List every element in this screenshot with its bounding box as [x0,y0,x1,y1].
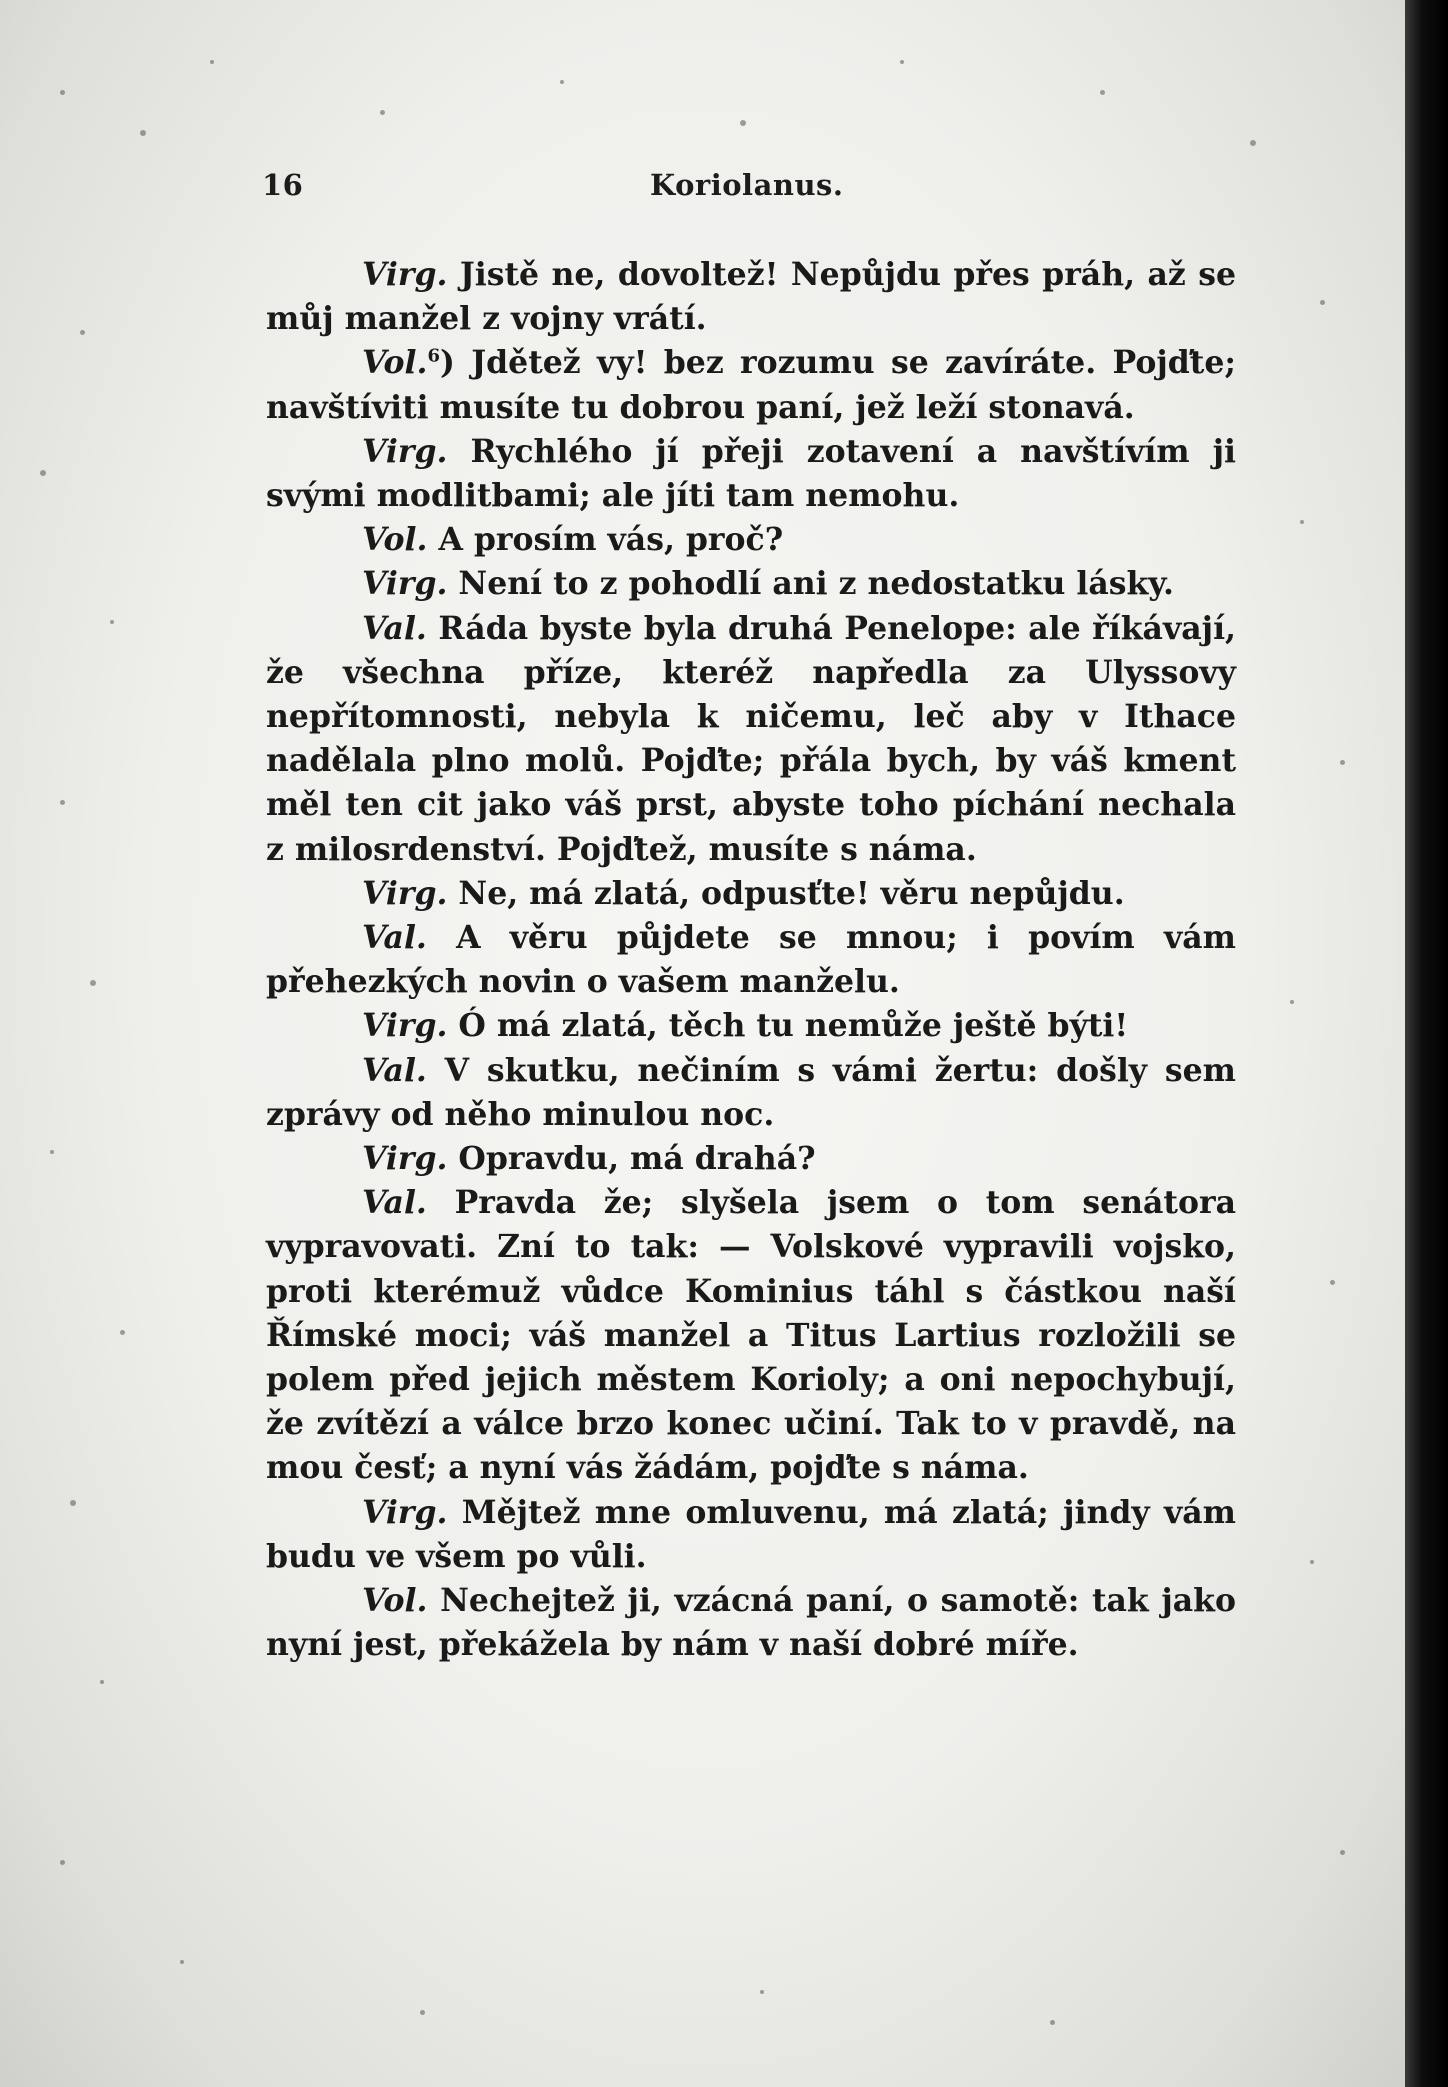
speaker-name: Virg. [362,1007,448,1045]
speaker-name: Virg. [362,1493,448,1531]
dialogue-paragraph [266,1491,1236,1579]
scan-speck [1310,1560,1314,1564]
dialogue-paragraph [266,916,1236,1004]
scan-speck [740,120,746,126]
footnote-marker: 6 [427,345,441,367]
speaker-name: Virg. [362,874,448,912]
dialogue-paragraph [266,607,1236,872]
dialogue-text: Pravda že; slyšela jsem o tom senátora vypravovati. Zní to tak: — Volskové vypravili vojsko, proti kterémuž vůdce Kominius táhl s částkou naší Římské moci; váš manžel a Titus Lartius rozložili se polem před jejich městem Korioly; a oni nepochybují, že zvítězí a válce brzo konec učiní. Tak to v pravdě, na mou česť; a nyní vás žádám, pojďte s náma. [266,1184,1236,1487]
scan-speck [560,80,564,84]
scan-speck [100,1680,104,1684]
speaker-name: Vol. [362,1582,428,1620]
scan-speck [1320,300,1325,305]
scan-speck [1340,760,1345,765]
dialogue-text: A prosím vás, proč? [427,521,784,559]
dialogue-text: Ó má zlatá, těch tu nemůže ještě býti! [447,1007,1129,1045]
scan-speck [1330,1280,1335,1285]
dialogue-text: Ráda byste byla druhá Penelope: ale říkávají, že všechna příze, kteréž napředla za Ulyssovy nepřítomnosti, nebyla k ničemu, leč aby v Ithace nadělala plno molů. Pojďte; přála bych, by váš kment měl ten cit jako váš prst, abyste toho píchání nechala z milosrdenství. Pojďtež, musíte s náma. [266,609,1236,868]
body-text [266,253,1236,1668]
speaker-name: Val. [362,609,427,647]
scan-speck [60,800,65,805]
scan-speck [1250,140,1256,146]
dialogue-text: Rychlého jí přeji zotavení a navštívím ji svými modlitbami; ale jíti tam nemohu. [266,432,1236,515]
book-binding-edge [1405,0,1448,2087]
dialogue-paragraph [266,1181,1236,1490]
scan-speck [1100,90,1105,95]
scan-speck [210,60,214,64]
dialogue-paragraph [266,562,1236,606]
scan-speck [120,1330,125,1335]
scan-speck [110,620,114,624]
dialogue-text: ) Jdětež vy! bez rozumu se zavíráte. Pojďte; navštíviti musíte tu dobrou paní, jež leží stonavá. [266,344,1236,426]
scan-speck [1050,2020,1055,2025]
dialogue-text: Jistě ne, dovoltež! Nepůjdu přes práh, až se můj manžel z vojny vrátí. [266,256,1236,338]
dialogue-paragraph [266,872,1236,916]
scan-speck [1290,1000,1294,1004]
speaker-name: Val. [362,919,427,957]
dialogue-paragraph [266,1579,1236,1667]
scan-speck [180,1960,184,1964]
dialogue-paragraph [266,1137,1236,1181]
scan-speck [1300,520,1304,524]
dialogue-paragraph [266,1049,1236,1137]
dialogue-paragraph [266,1004,1236,1048]
speaker-name: Virg. [362,565,448,603]
scan-speck [80,330,85,335]
scan-speck [1340,1850,1345,1855]
dialogue-text: Nechejtež ji, vzácná paní, o samotě: tak jako nyní jest, překážela by nám v naší dobré míře. [266,1582,1236,1664]
dialogue-paragraph [266,341,1236,429]
speaker-name: Val. [362,1184,427,1222]
scan-speck [900,60,904,64]
scan-speck [90,980,96,986]
dialogue-text: Ne, má zlatá, odpusťte! věru nepůjdu. [447,874,1125,912]
dialogue-text: Mějtež mne omluvenu, má zlatá; jindy vám budu ve všem po vůli. [266,1493,1236,1575]
speaker-name: Vol. [362,344,428,382]
page-number: 16 [262,168,304,202]
speaker-name: Virg. [362,1140,448,1178]
scan-speck [60,1860,65,1865]
scan-speck [60,90,65,95]
scan-speck [70,1500,76,1506]
dialogue-text: Opravdu, má drahá? [447,1140,816,1178]
scan-speck [140,130,146,136]
dialogue-paragraph [266,253,1236,341]
running-title: Koriolanus. [650,168,844,202]
scan-speck [40,470,46,476]
scan-speck [50,1150,54,1154]
speaker-name: Virg. [362,256,448,293]
dialogue-paragraph [266,430,1236,518]
dialogue-text: A věru půjdete se mnou; i povím vám přehezkých novin o vašem manželu. [266,919,1236,1001]
dialogue-text: Není to z pohodlí ani z nedostatku lásky. [447,565,1174,603]
scan-speck [420,2010,425,2015]
speaker-name: Virg. [362,432,448,470]
speaker-name: Val. [362,1051,427,1089]
speaker-name: Vol. [362,521,428,559]
scan-speck [760,1990,764,1994]
dialogue-text: V skutku, nečiním s vámi žertu: došly sem zprávy od něho minulou noc. [266,1051,1236,1133]
dialogue-paragraph [266,518,1236,562]
scan-speck [380,110,385,115]
